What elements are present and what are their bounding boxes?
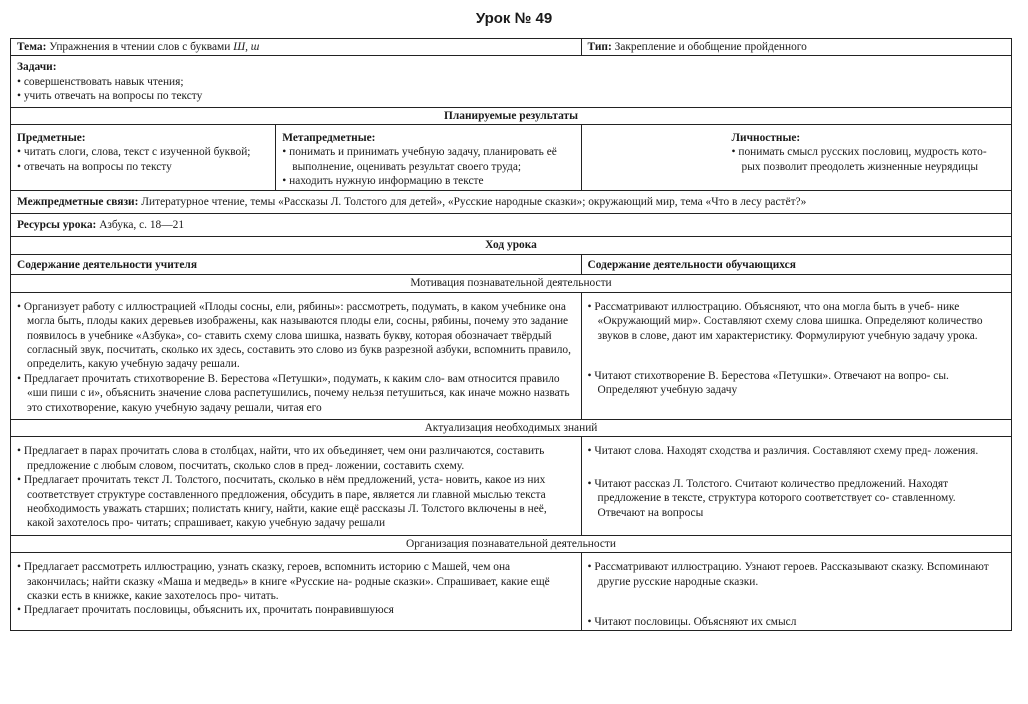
list-item: • понимать и принимать учебную задачу, планировать её выполнение, оценивать результат своего труда; bbox=[282, 145, 574, 174]
list-item: • Рассматривают иллюстрацию. Объясняют, что она могла быть в учеб- нике «Окружающий мир». Составляют схему слова шишка. Определяют количество звуков в слове, дают им характеристику. Формулируют учебную задачу урока. bbox=[588, 300, 1005, 343]
list-item: • Читают рассказ Л. Толстого. Считают количество предложений. Находят предложение в тексте, структура которого соответствует со- ставленному. Отвечают на вопросы bbox=[588, 477, 1005, 520]
list-item: • понимать смысл русских пословиц, мудрость кото- рых позволит преодолеть жизненные неурядицы bbox=[732, 145, 1005, 174]
list-item: • Предлагает в парах прочитать слова в столбцах, найти, что их объединяет, чем они различаются, составить предложение с любым словом, посчитать, сколько слов в пред- ложении, составить схему. bbox=[17, 444, 575, 473]
topic-cell bbox=[11, 39, 582, 56]
resources-label: Ресурсы урока: bbox=[17, 219, 97, 232]
resources-text: Азбука, с. 18—21 bbox=[99, 219, 185, 232]
links-label: Межпредметные связи: bbox=[17, 195, 139, 208]
stage-row bbox=[11, 437, 1012, 535]
section-course bbox=[11, 237, 1012, 254]
course-heading: Ход урока bbox=[11, 237, 1012, 254]
type-cell bbox=[581, 39, 1011, 56]
lesson-plan-table bbox=[10, 38, 1012, 631]
subject-results-label: Предметные: bbox=[17, 132, 86, 145]
teacher-activity-cell bbox=[11, 292, 582, 419]
list-item: • совершенствовать навык чтения; bbox=[17, 75, 1005, 89]
meta-results-cell bbox=[276, 125, 581, 191]
topic-label: Тема: bbox=[17, 41, 47, 53]
list-item: • Читают стихотворение В. Берестова «Петушки». Отвечают на вопро- сы. Определяют учебную задачу bbox=[588, 369, 1005, 398]
meta-results-label: Метапредметные: bbox=[282, 132, 376, 145]
student-column-header: Содержание деятельности обучающихся bbox=[581, 254, 1011, 274]
list-item: • отвечать на вопросы по тексту bbox=[17, 160, 269, 174]
page-title: Урок № 49 bbox=[475, 10, 553, 27]
type-text: Закрепление и обобщение пройденного bbox=[614, 41, 807, 53]
stage-heading-row bbox=[11, 275, 1012, 292]
student-activity-cell bbox=[581, 553, 1011, 631]
columns-header-row bbox=[11, 254, 1012, 274]
stage-row bbox=[11, 553, 1012, 631]
links-cell bbox=[11, 190, 1012, 213]
teacher-column-header: Содержание деятельности учителя bbox=[11, 254, 582, 274]
stage-heading: Мотивация познавательной деятельности bbox=[11, 275, 1012, 292]
stage-heading: Актуализация необходимых знаний bbox=[11, 419, 1012, 436]
student-activity-cell bbox=[581, 292, 1011, 419]
tasks-label: Задачи: bbox=[17, 61, 57, 74]
list-item: • Организует работу с иллюстрацией «Плоды сосны, ели, рябины»: рассмотреть, подумать, в каком учебнике она могла быть, плоды каких деревьев изображены, как называются плоды ели, сосны, рябины, почему это задание появилось в учебнике «Азбука», со- ставить схему слова шишка, назвать букву, которая обозначает твёрдый согласный звук, посчитать, сколько их здесь, составить это слово из букв разрезной азбуки, вспомнить правило, определить, какую учебную задачу решали. bbox=[17, 300, 575, 372]
topic-row bbox=[11, 39, 1012, 56]
list-item: • Предлагает прочитать текст Л. Толстого, посчитать, сколько в нём предложений, уста- новить, какое из них соответствует структуре составленного предложения, обсудить в паре, является ли главной мыслью текста необходимость уважать старших; полистать книгу, найти, какие ещё рассказы Л. Толстого включены в неё, какой захотелось про- читать; спрашивает, какую учебную задачу решали bbox=[17, 473, 575, 531]
planned-results-heading: Планируемые результаты bbox=[11, 107, 1012, 124]
links-row bbox=[11, 190, 1012, 213]
teacher-activity-cell bbox=[11, 553, 582, 631]
topic-letters: Ш, ш bbox=[233, 41, 260, 53]
student-activity-cell bbox=[581, 437, 1011, 535]
stage-heading-row bbox=[11, 419, 1012, 436]
results-row bbox=[11, 125, 1012, 191]
resources-row bbox=[11, 214, 1012, 237]
subject-results-cell bbox=[11, 125, 276, 191]
list-item: • Рассматривают иллюстрацию. Узнают героев. Рассказывают сказку. Вспоминают другие русские народные сказки. bbox=[588, 560, 1005, 589]
list-item: • находить нужную информацию в тексте bbox=[282, 174, 574, 188]
tasks-cell bbox=[11, 56, 1012, 107]
section-planned-results bbox=[11, 107, 1012, 124]
stage-heading-row bbox=[11, 535, 1012, 552]
stage-heading: Организация познавательной деятельности bbox=[11, 535, 1012, 552]
topic-text: Упражнения в чтении слов с буквами bbox=[49, 41, 231, 53]
list-item: • Читают слова. Находят сходства и различия. Составляют схему пред- ложения. bbox=[588, 444, 1005, 458]
resources-cell bbox=[11, 214, 1012, 237]
teacher-activity-cell bbox=[11, 437, 582, 535]
list-item: • Предлагает прочитать пословицы, объяснить их, прочитать понравившуюся bbox=[17, 603, 575, 617]
list-item: • Читают пословицы. Объясняют их смысл bbox=[588, 615, 1005, 629]
personal-results-cell bbox=[581, 125, 1011, 191]
list-item: • Предлагает прочитать стихотворение В. Берестова «Петушки», подумать, к каким сло- вам относится правило «ши пиши с и», объяснить значение слова распетушились, почему нельзя петушиться, как иначе можно назвать это стихотворение, какую учебную задачу решали, читая его bbox=[17, 372, 575, 415]
tasks-list bbox=[17, 75, 1005, 104]
type-label: Тип: bbox=[587, 41, 612, 53]
list-item: • Предлагает рассмотреть иллюстрацию, узнать сказку, героев, вспомнить историю с Машей, чем она закончилась; найти сказку «Маша и медведь» в книге «Русские на- родные сказки». Спрашивает, какие ещё сказки есть в книжке, какие захотелось про- читать. bbox=[17, 560, 575, 603]
tasks-row bbox=[11, 56, 1012, 107]
list-item: • учить отвечать на вопросы по тексту bbox=[17, 89, 1005, 103]
list-item: • читать слоги, слова, текст с изученной буквой; bbox=[17, 145, 269, 159]
stage-row bbox=[11, 292, 1012, 419]
personal-results-label: Личностные: bbox=[731, 132, 801, 145]
links-text: Литературное чтение, темы «Рассказы Л. Толстого для детей», «Русские народные сказки»; окружающий мир, тема «Что в лесу растёт?» bbox=[141, 195, 807, 208]
